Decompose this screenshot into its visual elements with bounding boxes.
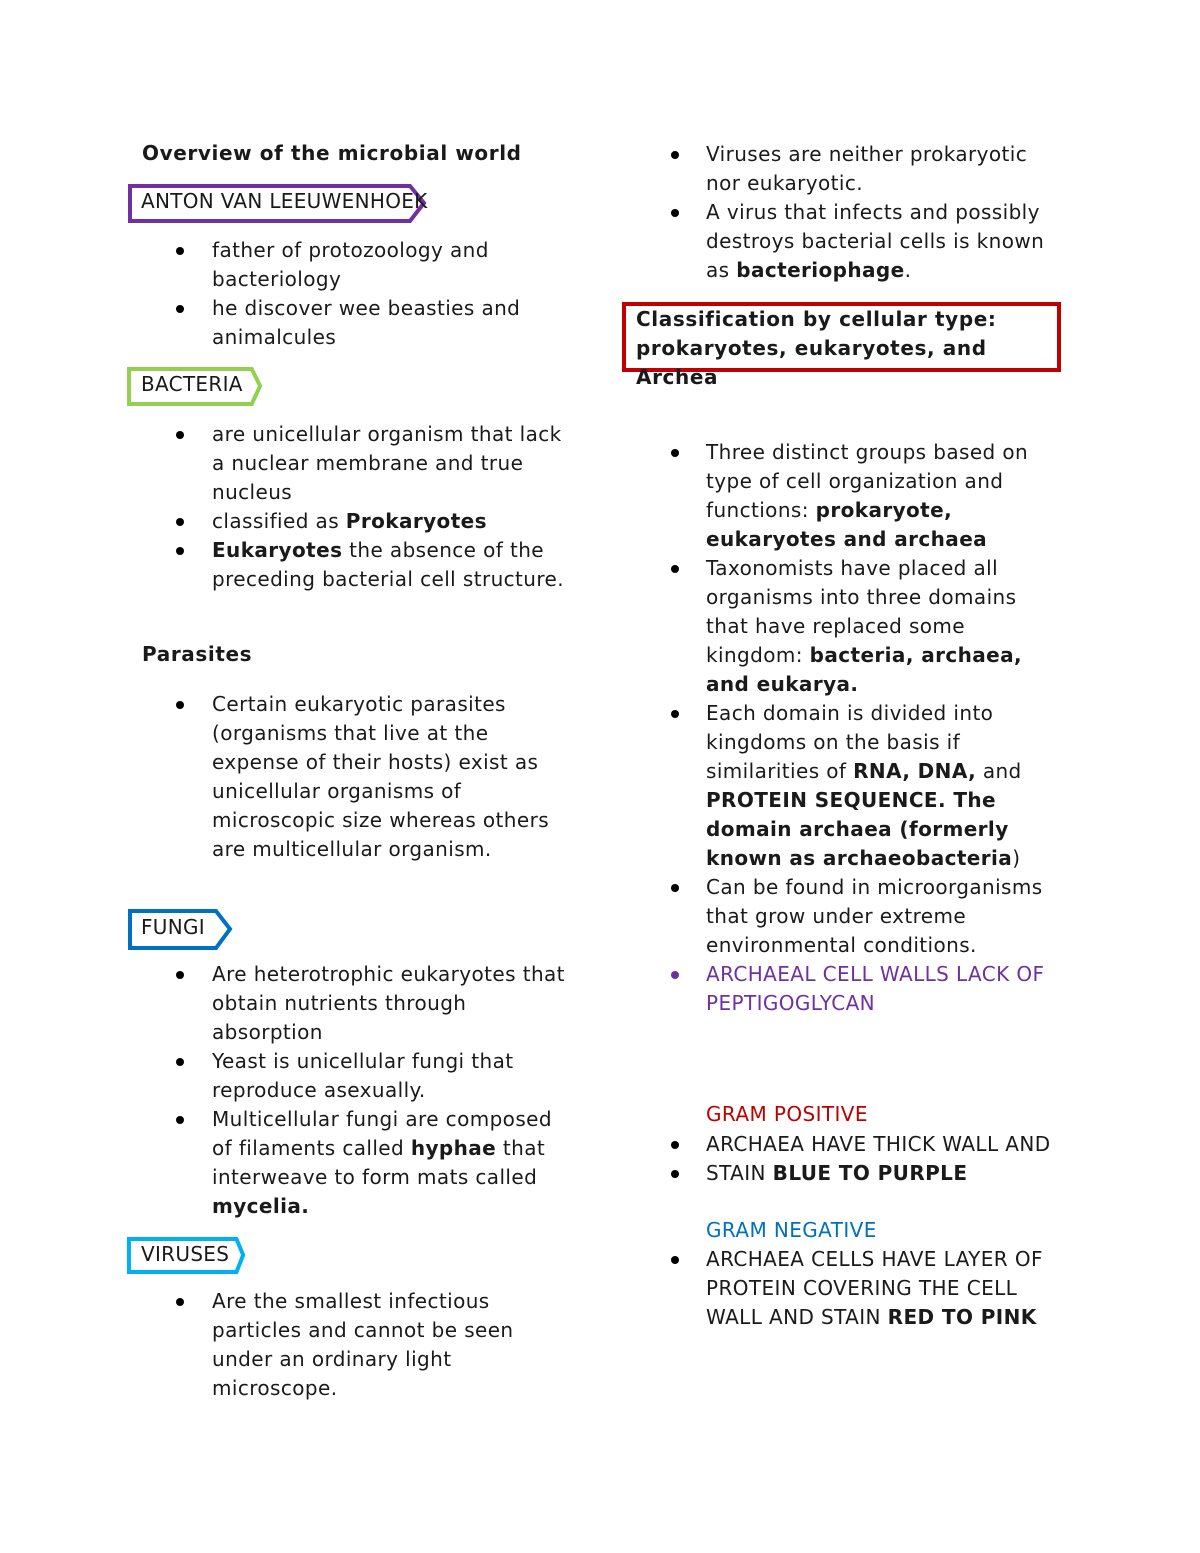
list-item: Viruses are neither prokaryotic nor eukaryotic. bbox=[634, 140, 1064, 198]
list-item: STAIN BLUE TO PURPLE bbox=[634, 1159, 1064, 1188]
bullet-icon bbox=[671, 1141, 679, 1149]
bullet-icon bbox=[176, 305, 184, 313]
bacteria-tag bbox=[128, 367, 268, 407]
classification-heading: Classification by cellular type: prokaryotes, eukaryotes, and Archea bbox=[636, 307, 997, 389]
list-item: Each domain is divided into kingdoms on the basis if similarities of RNA, DNA, and PROTEIN SEQUENCE. The domain archaea (formerly known as archaeobacteria) bbox=[634, 699, 1064, 873]
bullet-icon bbox=[176, 547, 184, 555]
bullet-icon bbox=[176, 971, 184, 979]
gram-negative-heading: GRAM NEGATIVE bbox=[706, 1218, 877, 1242]
list-item: are unicellular organism that lack a nuclear membrane and true nucleus bbox=[128, 420, 578, 507]
gram-positive-heading: GRAM POSITIVE bbox=[706, 1102, 868, 1126]
gram-positive-list bbox=[634, 1130, 1064, 1188]
list-item: Multicellular fungi are composed of filaments called hyphae that interweave to form mats called mycelia. bbox=[128, 1105, 578, 1221]
parasites-heading: Parasites bbox=[142, 642, 253, 666]
bullet-icon bbox=[671, 449, 679, 457]
list-item: ARCHAEAL CELL WALLS LACK OF PEPTIGOGLYCAN bbox=[634, 960, 1064, 1018]
list-item: A virus that infects and possibly destroys bacterial cells is known as bacteriophage. bbox=[634, 198, 1064, 285]
bacteria-tag-label: BACTERIA bbox=[141, 372, 243, 396]
list-item: father of protozoology and bacteriology bbox=[128, 236, 578, 294]
viruses-tag-label: VIRUSES bbox=[141, 1242, 230, 1266]
list-item: Are heterotrophic eukaryotes that obtain nutrients through absorption bbox=[128, 960, 578, 1047]
list-item: Eukaryotes the absence of the preceding bacterial cell structure. bbox=[128, 536, 578, 594]
bullet-icon bbox=[671, 1170, 679, 1178]
list-item: he discover wee beasties and animalcules bbox=[128, 294, 578, 352]
anton-tag-label: ANTON VAN LEEUWENHOEK bbox=[141, 189, 428, 213]
viruses-list bbox=[128, 1287, 578, 1403]
anton-tag bbox=[128, 184, 428, 224]
list-item: classified as Prokaryotes bbox=[128, 507, 578, 536]
bullet-icon bbox=[176, 701, 184, 709]
bullet-icon bbox=[671, 1256, 679, 1264]
bacteria-list bbox=[128, 420, 578, 594]
bullet-icon bbox=[671, 884, 679, 892]
list-item: ARCHAEA HAVE THICK WALL AND bbox=[634, 1130, 1064, 1159]
fungi-tag-label: FUNGI bbox=[141, 915, 205, 939]
list-item: Can be found in microorganisms that grow under extreme environmental conditions. bbox=[634, 873, 1064, 960]
list-item: Certain eukaryotic parasites (organisms that live at the expense of their hosts) exist as unicellular organisms of microscopic size whereas others are multicellular organism. bbox=[128, 690, 578, 864]
fungi-tag bbox=[128, 909, 238, 951]
virus-facts-list bbox=[634, 140, 1064, 285]
viruses-tag bbox=[128, 1237, 248, 1277]
bullet-icon bbox=[176, 247, 184, 255]
bullet-icon bbox=[671, 209, 679, 217]
list-item: Three distinct groups based on type of cell organization and functions: prokaryote, eukaryotes and archaea bbox=[634, 438, 1064, 554]
parasites-list bbox=[128, 690, 578, 864]
classification-list bbox=[634, 438, 1064, 1018]
anton-list bbox=[128, 236, 578, 352]
fungi-list bbox=[128, 960, 578, 1221]
bullet-icon bbox=[671, 710, 679, 718]
bullet-icon bbox=[176, 431, 184, 439]
gram-negative-list bbox=[634, 1245, 1064, 1332]
list-item: Taxonomists have placed all organisms into three domains that have replaced some kingdom: bacteria, archaea, and eukarya. bbox=[634, 554, 1064, 699]
bullet-icon bbox=[176, 1298, 184, 1306]
list-item: ARCHAEA CELLS HAVE LAYER OF PROTEIN COVERING THE CELL WALL AND STAIN RED TO PINK bbox=[634, 1245, 1064, 1332]
bullet-icon bbox=[176, 1116, 184, 1124]
list-item: Are the smallest infectious particles and cannot be seen under an ordinary light microscope. bbox=[128, 1287, 578, 1403]
document-title: Overview of the microbial world bbox=[142, 141, 522, 165]
bullet-icon bbox=[671, 565, 679, 573]
bullet-icon bbox=[671, 971, 679, 979]
list-item: Yeast is unicellular fungi that reproduce asexually. bbox=[128, 1047, 578, 1105]
bullet-icon bbox=[671, 151, 679, 159]
bullet-icon bbox=[176, 518, 184, 526]
bullet-icon bbox=[176, 1058, 184, 1066]
